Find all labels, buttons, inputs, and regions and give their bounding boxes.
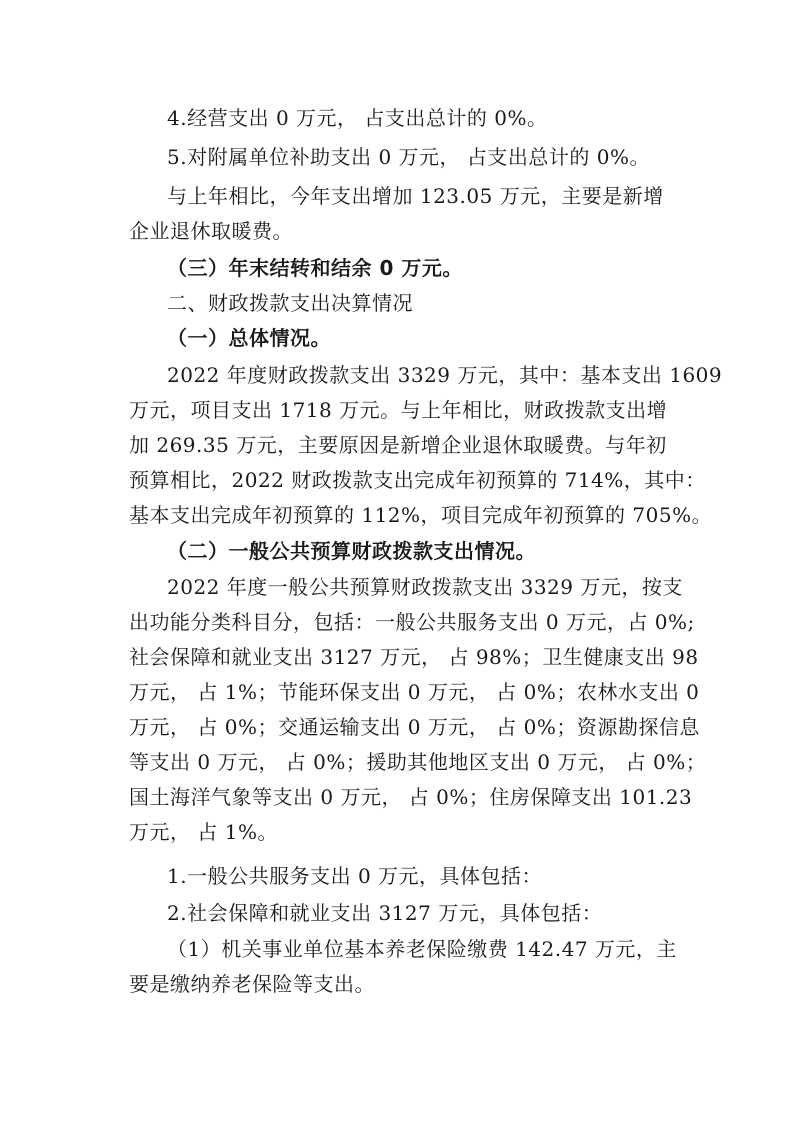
paragraph-line: 2022 年度一般公共预算财政拨款支出 3329 万元，按支: [167, 575, 683, 599]
list-item-general-public-service: 1.一般公共服务支出 0 万元，具体包括：: [167, 864, 543, 888]
paragraph-line: 万元， 占 1%。: [129, 820, 278, 844]
list-subitem-pension-contribution: （1）机关事业单位基本养老保险缴费 142.47 万元，主: [167, 937, 677, 961]
subsection-heading-general-budget: （二）一般公共预算财政拨款支出情况。: [167, 539, 536, 563]
paragraph-line-yoy-compare-cont: 企业退休取暖费。: [129, 219, 293, 243]
paragraph-line: 出功能分类科目分，包括：一般公共服务支出 0 万元，占 0%;: [129, 610, 695, 634]
paragraph-line: 万元，项目支出 1718 万元。与上年相比，财政拨款支出增: [129, 398, 668, 422]
paragraph-line-yoy-compare: 与上年相比，今年支出增加 123.05 万元，主要是新增: [167, 184, 664, 208]
section-heading-fiscal-expenditure: 二、财政拨款支出决算情况: [167, 291, 413, 315]
paragraph-line: 基本支出完成年初预算的 112%，项目完成年初预算的 705%。: [129, 503, 713, 527]
paragraph-line-subsidy-expense: 5.对附属单位补助支出 0 万元， 占支出总计的 0%。: [167, 145, 650, 169]
section-heading-carryover: （三）年末结转和结余 0 万元。: [167, 256, 463, 280]
subsection-heading-overall: （一）总体情况。: [167, 326, 331, 350]
paragraph-line: 万元， 占 0%；交通运输支出 0 万元， 占 0%；资源勘探信息: [129, 715, 700, 739]
paragraph-line: 等支出 0 万元， 占 0%；援助其他地区支出 0 万元， 占 0%；: [129, 750, 707, 774]
list-item-social-security: 2.社会保障和就业支出 3127 万元，具体包括：: [167, 901, 603, 925]
paragraph-line: 加 269.35 万元，主要原因是新增企业退休取暖费。与年初: [129, 433, 667, 457]
paragraph-line: 预算相比，2022 财政拨款支出完成年初预算的 714%，其中：: [129, 468, 706, 492]
paragraph-line: 要是缴纳养老保险等支出。: [129, 972, 375, 996]
paragraph-line: 国土海洋气象等支出 0 万元， 占 0%；住房保障支出 101.23: [129, 785, 693, 809]
paragraph-line: 万元， 占 1%；节能环保支出 0 万元， 占 0%；农林水支出 0: [129, 680, 700, 704]
paragraph-line: 社会保障和就业支出 3127 万元， 占 98%；卫生健康支出 98: [129, 645, 699, 669]
paragraph-line-operating-expense: 4.经营支出 0 万元， 占支出总计的 0%。: [167, 106, 548, 130]
paragraph-line: 2022 年度财政拨款支出 3329 万元，其中：基本支出 1609: [167, 363, 723, 387]
